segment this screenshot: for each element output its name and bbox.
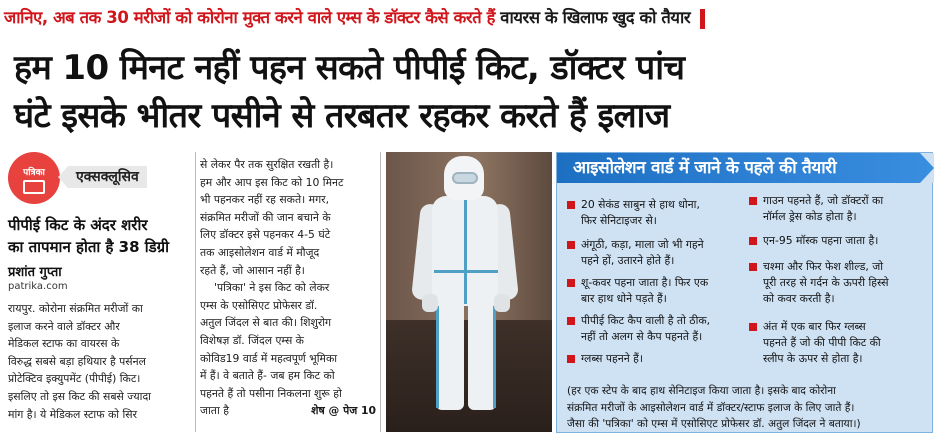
prep-step: एन-95 मॉस्क पहना जाता है।: [749, 233, 931, 249]
continuation-link[interactable]: शेष @ पेज 10: [311, 404, 376, 418]
column-line: कोविड19 वार्ड में महत्वपूर्ण भूमिका: [200, 351, 338, 365]
column-line: विशेषज्ञ डॉ. जिंदल एम्स के: [200, 333, 304, 347]
subhead: [8, 214, 194, 258]
column-line: लिए डॉक्टर इसे पहनकर 4-5 घंटे: [200, 228, 331, 242]
bullet-icon: [749, 323, 757, 331]
byline-author: प्रशांत गुप्ता: [8, 265, 62, 280]
subhead-line-2: का तापमान होता है 38 डिग्री: [8, 238, 170, 256]
headline-line-2: घंटे इसके भीतर पसीने से तरबतर रहकर करते हैं इलाज: [14, 96, 670, 136]
kicker-red-text: जानिए, अब तक 30 मरीजों को कोरोना मुक्त करने वाले एम्स के डॉक्टर कैसे करते हैं: [4, 8, 495, 27]
logo-text: पत्रिका: [23, 167, 45, 178]
subhead-line-1: पीपीई किट के अंदर शरीर: [8, 216, 148, 234]
bullet-icon: [567, 279, 575, 287]
bullet-icon: [749, 263, 757, 271]
column-line: रहते हैं, जो आसान नहीं है।: [200, 263, 305, 277]
prep-step: अंगूठी, कड़ा, माला जो भी गहने पहने हों, उतारने होते हैं।: [567, 237, 747, 269]
patrika-logo: [8, 152, 60, 204]
bullet-icon: [749, 197, 757, 205]
bullet-icon: [567, 241, 575, 249]
column-line: मांग है। ये मेडिकल स्टाफ को सिर: [8, 407, 138, 421]
column-line: हम और आप इस किट को 10 मिनट: [200, 175, 344, 189]
body-column-2: [200, 156, 376, 420]
column-line: अतुल जिंदल से बात की। शिशुरोग: [200, 316, 332, 330]
exclusive-tag: एक्सक्लूसिव: [68, 166, 147, 188]
infobox-footnote: (हर एक स्टेप के बाद हाथ सेनिटाइज किया जाता है। इसके बाद कोरोना संक्रमित मरीजों के आइसोलेशन वार्ड में डॉक्टर/स्टाफ इलाज के लिए जाते हैं। जैसा की 'पत्रिका' को एम्स में एसोसिएट प्रोफेसर डॉ. अतुल जिंदल ने बताया।): [567, 385, 861, 430]
body-column-1: [8, 300, 192, 423]
prep-step: शू-कवर पहना जाता है। फिर एक बार हाथ धोने पड़ते हैं।: [567, 275, 747, 307]
kicker-black-text: वायरस के खिलाफ खुद को तैयार: [500, 8, 691, 27]
column-line: में हैं। वे बताते हैं- जब हम किट को: [200, 369, 335, 383]
column-line: मेडिकल स्टाफ का वायरस के: [8, 337, 120, 351]
bullet-icon: [749, 237, 757, 245]
bullet-icon: [567, 355, 575, 363]
column-line: विरुद्ध सबसे बड़ा हथियार है पर्सनल: [8, 354, 146, 368]
column-line: पहनते हैं तो पसीना निकलना शुरू हो: [200, 386, 342, 400]
column-line: से लेकर पैर तक सुरक्षित रखती है।: [200, 158, 334, 171]
column-last-text: जाता है: [200, 404, 229, 418]
bullet-icon: [567, 317, 575, 325]
prep-step: पीपीई किट कैप वाली है तो ठीक, नहीं तो अलग से कैप पहनते हैं।: [567, 313, 747, 345]
headline: [14, 44, 929, 140]
prep-step: चश्मा और फिर फेश शील्ड, जो पूरी तरह से गर्दन के ऊपरी हिस्से को कवर करती है।: [749, 259, 931, 307]
bullet-icon: [567, 201, 575, 209]
column-line: इलाज करने वाले डॉक्टर और: [8, 319, 120, 333]
kicker-line: [4, 4, 705, 32]
byline-site[interactable]: patrika.com: [8, 281, 68, 292]
brand-row: [8, 152, 188, 206]
headline-line-1: हम 10 मिनट नहीं पहन सकते पीपीई किट, डॉक्टर पांच: [14, 48, 685, 88]
column-line: इसलिए तो इस किट की सबसे ज्यादा: [8, 389, 151, 403]
prep-step: गाउन पहनते हैं, जो डॉक्टरों का नॉर्मल ड्रेस कोड होता है।: [749, 193, 931, 225]
column-divider: [195, 152, 196, 432]
column-line: तक आइसोलेशन वार्ड में मौजूद: [200, 245, 320, 259]
column-line: 'पत्रिका' ने इस किट को लेकर: [214, 281, 330, 295]
column-line: रायपुर. कोरोना संक्रमित मरीजों का: [8, 302, 143, 315]
column-divider: [380, 152, 381, 432]
column-line: एम्स के एसोसिएट प्रोफेसर डॉ.: [200, 298, 318, 312]
column-line: प्रोटेक्टिव इक्युपमेंट (पीपीई) किट।: [8, 372, 141, 386]
ppe-kit-photo: [386, 152, 552, 432]
column-line: संक्रमित मरीजों की जान बचाने के: [200, 210, 331, 224]
column-line: भी पहनकर नहीं रह सकते। मगर,: [200, 193, 330, 207]
column-last-line: [200, 402, 376, 420]
newspaper-icon: [23, 180, 45, 194]
prep-step: ग्लब्स पहनने हैं।: [567, 351, 747, 367]
kicker-accent-bar: [700, 9, 705, 29]
prep-step: अंत में एक बार फिर ग्लब्स पहनते हैं जो की पीपी किट की स्लीप के ऊपर से होता है।: [749, 319, 931, 367]
isolation-prep-infobox: [556, 152, 933, 433]
infobox-title: आइसोलेशन वार्ड में जाने के पहले की तैयारी: [557, 153, 934, 183]
prep-step: 20 सेकंड साबुन से हाथ धोना, फिर सेनिटाइजर से।: [567, 197, 747, 229]
